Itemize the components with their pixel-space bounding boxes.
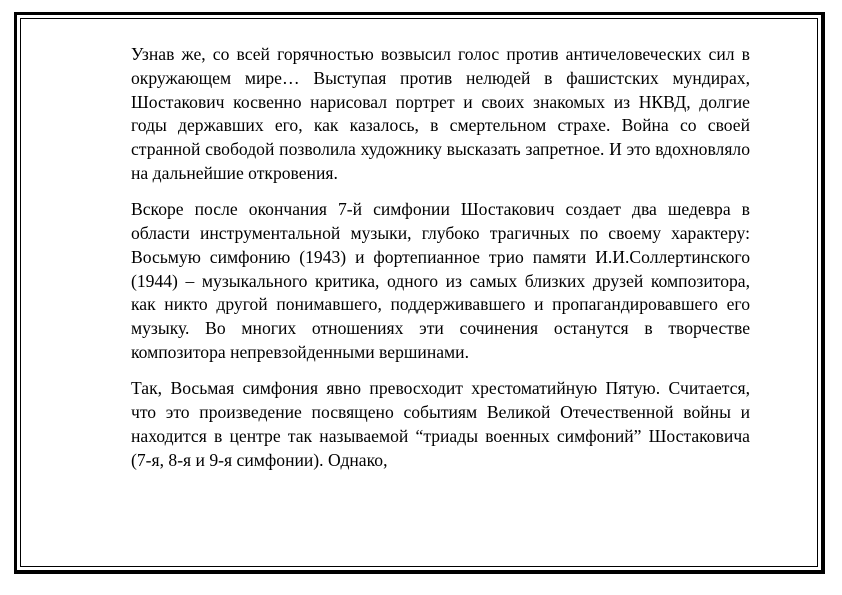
paragraph-2: Вскоре после окончания 7-й симфонии Шостакович создает два шедевра в области инструментальной музыки, глубоко трагичных по своему характеру: Восьмую симфонию (1943) и фортепианное трио памяти И.И.Соллертинского (1944) – музыкального критика, одного из самых близких друзей композитора, как никто другой понимавшего, поддерживавшего и пропагандировавшего его музыку. Во многих отношениях эти сочинения останутся в творчестве композитора непревзойденными вершинами. <box>131 199 750 363</box>
document-body <box>131 43 750 485</box>
paragraph-3: Так, Восьмая симфония явно превосходит хрестоматийную Пятую. Считается, что это произведение посвящено событиям Великой Отечественной войны и находится в центре так называемой “триады военных симфоний” Шостаковича (7-я, 8-я и 9-я симфонии). Однако, <box>131 378 750 470</box>
paragraph-1: Узнав же, со всей горячностью возвысил голос против античеловеческих сил в окружающем мире… Выступая против нелюдей в фашистских мундирах, Шостакович косвенно нарисовал портрет и своих знакомых из НКВД, долгие годы державших его, как казалось, в смертельном страхе. Война со своей странной свободой позволила художнику высказать запретное. И это вдохновляло на дальнейшие откровения. <box>131 44 750 183</box>
